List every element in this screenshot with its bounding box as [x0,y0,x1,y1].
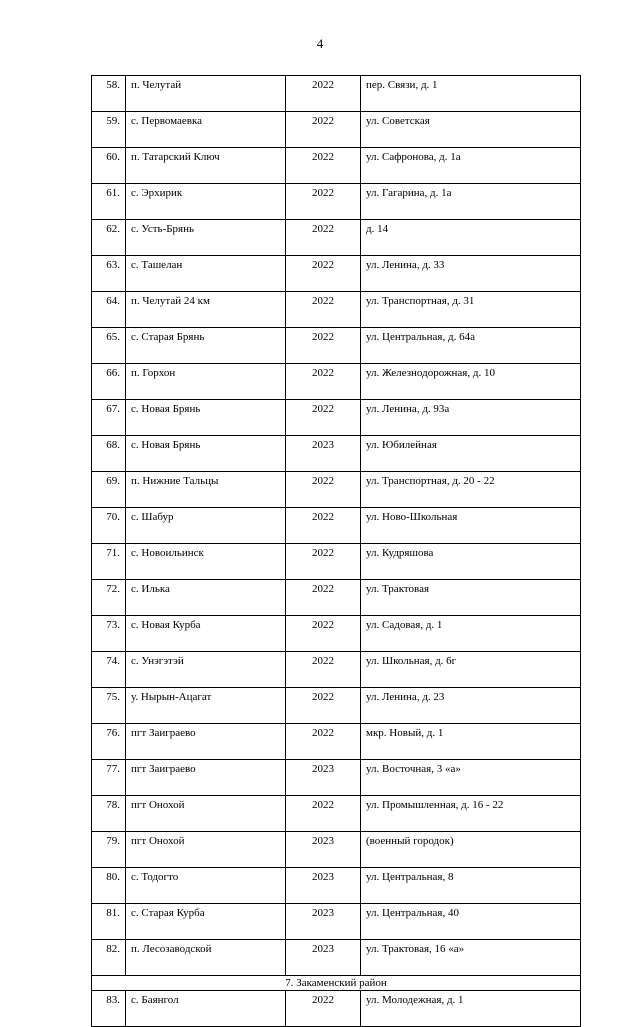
row-number: 74. [92,652,126,688]
row-settlement: с. Ташелан [126,256,286,292]
row-number: 71. [92,544,126,580]
table-row [92,832,581,868]
row-settlement: п. Горхон [126,364,286,400]
row-address: ул. Центральная, 8 [361,868,581,904]
row-settlement: пгт Онохой [126,832,286,868]
table-row [92,544,581,580]
row-year: 2022 [286,991,361,1027]
row-number: 66. [92,364,126,400]
row-settlement: п. Челутай 24 км [126,292,286,328]
row-year: 2022 [286,796,361,832]
row-address: д. 14 [361,220,581,256]
row-address: ул. Центральная, 40 [361,904,581,940]
table-row [92,724,581,760]
row-address: ул. Ленина, д. 33 [361,256,581,292]
row-address: мкр. Новый, д. 1 [361,724,581,760]
table-row [92,796,581,832]
table-row [92,220,581,256]
row-number: 83. [92,991,126,1027]
section-title: 7. Закаменский район [92,976,581,991]
table-row [92,508,581,544]
table-row [92,688,581,724]
row-year: 2023 [286,832,361,868]
table-section [92,976,581,991]
row-year: 2022 [286,184,361,220]
row-address: ул. Ленина, д. 93а [361,400,581,436]
table-row [92,940,581,976]
table-row [92,292,581,328]
row-number: 64. [92,292,126,328]
table-body-after [92,991,581,1027]
row-year: 2022 [286,148,361,184]
table-row [92,868,581,904]
row-address: ул. Центральная, д. 64а [361,328,581,364]
row-year: 2022 [286,292,361,328]
section-row [92,976,581,991]
row-year: 2022 [286,544,361,580]
row-settlement: с. Шабур [126,508,286,544]
table-row [92,112,581,148]
row-year: 2022 [286,364,361,400]
row-number: 61. [92,184,126,220]
row-settlement: с. Первомаевка [126,112,286,148]
row-address: ул. Восточная, 3 «а» [361,760,581,796]
row-address: ул. Трактовая [361,580,581,616]
row-number: 69. [92,472,126,508]
row-number: 79. [92,832,126,868]
row-settlement: с. Новая Курба [126,616,286,652]
row-address: ул. Гагарина, д. 1а [361,184,581,220]
row-address: ул. Ленина, д. 23 [361,688,581,724]
row-year: 2022 [286,652,361,688]
row-year: 2022 [286,76,361,112]
table-row [92,364,581,400]
row-year: 2022 [286,472,361,508]
row-settlement: пгт Заиграево [126,760,286,796]
row-settlement: с. Старая Курба [126,904,286,940]
row-number: 78. [92,796,126,832]
table-row [92,580,581,616]
row-settlement: с. Новоильинск [126,544,286,580]
row-year: 2022 [286,400,361,436]
row-settlement: п. Нижние Тальцы [126,472,286,508]
row-number: 70. [92,508,126,544]
row-year: 2022 [286,724,361,760]
row-number: 68. [92,436,126,472]
row-number: 80. [92,868,126,904]
table-row [92,616,581,652]
table-row [92,991,581,1027]
row-address: ул. Сафронова, д. 1а [361,148,581,184]
row-settlement: с. Эрхирик [126,184,286,220]
row-address: пер. Связи, д. 1 [361,76,581,112]
row-year: 2023 [286,868,361,904]
row-year: 2023 [286,436,361,472]
table-row [92,904,581,940]
page-number: 4 [316,36,324,51]
table-row [92,148,581,184]
row-number: 67. [92,400,126,436]
row-number: 58. [92,76,126,112]
row-number: 63. [92,256,126,292]
row-settlement: с. Баянгол [126,991,286,1027]
row-year: 2023 [286,760,361,796]
table-row [92,436,581,472]
table-row [92,328,581,364]
row-year: 2022 [286,220,361,256]
row-settlement: п. Татарский Ключ [126,148,286,184]
row-number: 82. [92,940,126,976]
table-body-before [92,76,581,976]
row-address: ул. Ново-Школьная [361,508,581,544]
row-address: ул. Школьная, д. 6г [361,652,581,688]
row-settlement: с. Новая Брянь [126,400,286,436]
row-address: ул. Юбилейная [361,436,581,472]
table-row [92,760,581,796]
row-settlement: пгт Заиграево [126,724,286,760]
row-number: 72. [92,580,126,616]
row-number: 76. [92,724,126,760]
row-year: 2022 [286,616,361,652]
row-address: (военный городок) [361,832,581,868]
row-settlement: у. Нырын-Ацагат [126,688,286,724]
table-row [92,652,581,688]
row-number: 73. [92,616,126,652]
row-year: 2022 [286,328,361,364]
row-year: 2022 [286,112,361,148]
row-settlement: с. Тодогто [126,868,286,904]
row-address: ул. Железнодорожная, д. 10 [361,364,581,400]
table-row [92,256,581,292]
row-settlement: с. Илька [126,580,286,616]
row-number: 59. [92,112,126,148]
row-settlement: с. Новая Брянь [126,436,286,472]
row-settlement: пгт Онохой [126,796,286,832]
table-row [92,76,581,112]
row-number: 75. [92,688,126,724]
row-settlement: с. Усть-Брянь [126,220,286,256]
row-address: ул. Советская [361,112,581,148]
row-year: 2023 [286,904,361,940]
row-settlement: с. Старая Брянь [126,328,286,364]
row-address: ул. Молодежная, д. 1 [361,991,581,1027]
row-address: ул. Садовая, д. 1 [361,616,581,652]
table-row [92,400,581,436]
row-year: 2023 [286,940,361,976]
row-settlement: п. Лесозаводской [126,940,286,976]
row-address: ул. Транспортная, д. 31 [361,292,581,328]
row-settlement: п. Челутай [126,76,286,112]
row-address: ул. Промышленная, д. 16 - 22 [361,796,581,832]
row-number: 62. [92,220,126,256]
row-year: 2022 [286,688,361,724]
row-address: ул. Трактовая, 16 «а» [361,940,581,976]
row-number: 65. [92,328,126,364]
row-number: 81. [92,904,126,940]
settlements-table [91,75,581,1027]
row-number: 60. [92,148,126,184]
row-address: ул. Транспортная, д. 20 - 22 [361,472,581,508]
row-number: 77. [92,760,126,796]
row-address: ул. Кудряшова [361,544,581,580]
row-year: 2022 [286,508,361,544]
table-row [92,472,581,508]
row-year: 2022 [286,256,361,292]
row-year: 2022 [286,580,361,616]
row-settlement: с. Унэгэтэй [126,652,286,688]
table-row [92,184,581,220]
